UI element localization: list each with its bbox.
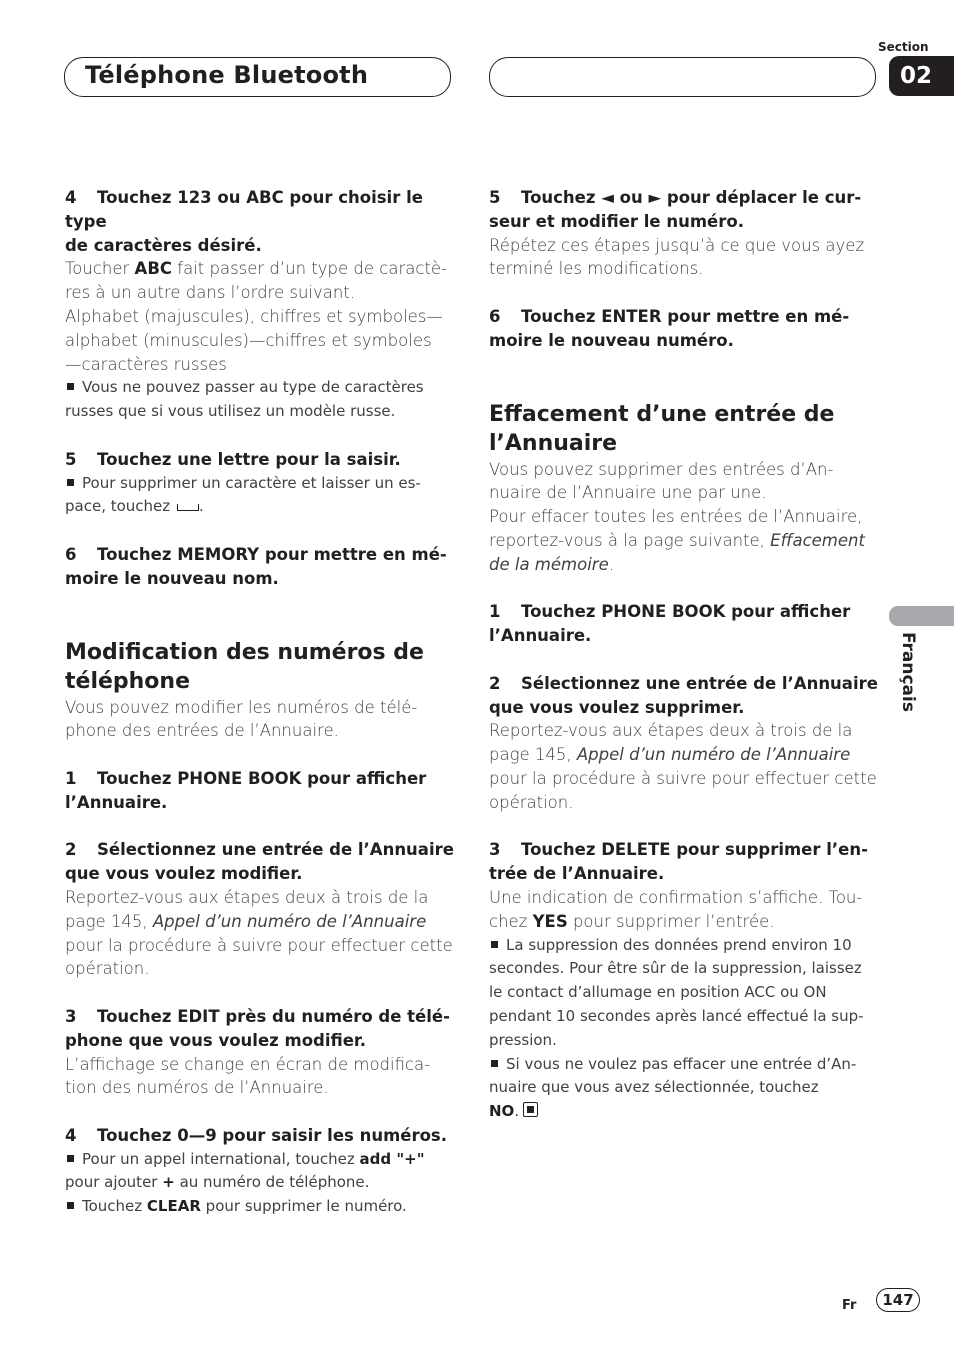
step-heading: 2 Sélectionnez une entrée de l’Annuaire	[489, 673, 878, 693]
body-text: pour la procédure à suivre pour effectuer cette	[489, 768, 877, 788]
step-heading-cont: que vous voulez modifier.	[65, 864, 303, 884]
step-heading: 5 Touchez une lettre pour la saisir.	[65, 449, 401, 469]
step-heading-cont: l’Annuaire.	[65, 792, 168, 812]
section-heading: Effacement d’une entrée de	[489, 401, 835, 427]
body-text: opération.	[489, 792, 574, 812]
note: La suppression des données prend environ 10	[489, 934, 881, 958]
step-heading-cont: l’Annuaire.	[489, 626, 592, 646]
page-number: 147	[876, 1288, 920, 1312]
step-heading-cont: moire le nouveau nom.	[65, 568, 279, 588]
note-cont: pace, touchez .	[65, 497, 204, 516]
body-text: Toucher ABC fait passer d’un type de caractè-	[65, 259, 448, 279]
body-text: res à un autre dans l’ordre suivant.	[65, 283, 356, 303]
note-cont: russes que si vous utilisez un modèle russe.	[65, 402, 396, 421]
header-title-frame	[64, 57, 451, 97]
end-mark-icon	[523, 1102, 538, 1117]
note-cont: pendant 10 secondes après lancé effectué la sup-	[489, 1006, 864, 1025]
step-heading: 1 Touchez PHONE BOOK pour afficher	[489, 602, 851, 622]
step-heading-cont: moire le nouveau numéro.	[489, 330, 734, 350]
section-label: Section	[878, 40, 929, 54]
body-text: pour la procédure à suivre pour effectuer cette	[65, 935, 453, 955]
page-title: Téléphone Bluetooth	[85, 61, 369, 89]
space-key-icon	[177, 504, 199, 511]
note: Touchez CLEAR pour supprimer le numéro.	[65, 1195, 457, 1219]
note-cont: nuaire que vous avez sélectionnée, touchez	[489, 1078, 819, 1097]
section-number-badge: 02	[889, 56, 954, 96]
bullet-square-icon	[491, 941, 498, 948]
footer-language-code: Fr	[842, 1298, 857, 1313]
body-text: page 145, Appel d’un numéro de l’Annuaire	[489, 745, 851, 765]
step-heading: 2 Sélectionnez une entrée de l’Annuaire	[65, 840, 454, 860]
bullet-square-icon	[67, 383, 74, 390]
step-heading-cont: phone que vous voulez modifier.	[65, 1030, 366, 1050]
note-cont: pression.	[489, 1030, 557, 1049]
step-heading-cont: de caractères désiré.	[65, 235, 262, 255]
body-text: tion des numéros de l’Annuaire.	[65, 1078, 329, 1098]
note: Si vous ne voulez pas effacer une entrée d’An-	[489, 1053, 881, 1077]
left-column	[65, 186, 457, 1219]
step-heading: 1 Touchez PHONE BOOK pour afficher	[65, 768, 427, 788]
intro-text: Pour effacer toutes les entrées de l’Annuaire,	[489, 507, 863, 527]
header-empty-frame	[489, 57, 876, 97]
body-text: terminé les modifications.	[489, 259, 704, 279]
body-text: opération.	[65, 959, 150, 979]
intro-text: Vous pouvez supprimer des entrées d’An-	[489, 459, 834, 479]
body-text: Reportez-vous aux étapes deux à trois de la	[489, 721, 853, 741]
bullet-square-icon	[67, 1155, 74, 1162]
step-heading: 3 Touchez DELETE pour supprimer l’en-	[489, 840, 868, 860]
body-text: page 145, Appel d’un numéro de l’Annuaire	[65, 911, 427, 931]
body-text: Une indication de confirmation s’affiche. Tou-	[489, 887, 863, 907]
note-cont: le contact d’allumage en position ACC ou ON	[489, 983, 827, 1002]
section-heading: Modification des numéros de	[65, 639, 424, 665]
language-label: Français	[898, 632, 918, 712]
note-cont: NO.	[489, 1100, 881, 1124]
section-heading-cont: l’Annuaire	[489, 430, 618, 456]
body-text: Reportez-vous aux étapes deux à trois de la	[65, 887, 429, 907]
step-heading-cont: seur et modifier le numéro.	[489, 211, 744, 231]
note: Pour supprimer un caractère et laisser un es-	[65, 472, 457, 496]
intro-text: nuaire de l’Annuaire une par une.	[489, 483, 767, 503]
bullet-square-icon	[491, 1060, 498, 1067]
intro-text: phone des entrées de l’Annuaire.	[65, 721, 339, 741]
step-heading: 4 Touchez 123 ou ABC pour choisir le type	[65, 188, 423, 231]
right-column	[489, 186, 881, 1124]
note: Vous ne pouvez passer au type de caractères	[65, 376, 457, 400]
note-cont: pour ajouter + au numéro de téléphone.	[65, 1173, 370, 1192]
section-heading-cont: téléphone	[65, 668, 191, 694]
intro-text: Vous pouvez modifier les numéros de télé-	[65, 697, 418, 717]
step-heading: 3 Touchez EDIT près du numéro de télé-	[65, 1006, 450, 1026]
body-text: chez YES pour supprimer l’entrée.	[489, 911, 775, 931]
body-text: alphabet (minuscules)—chiffres et symboles	[65, 330, 432, 350]
language-tab	[889, 606, 954, 626]
bullet-square-icon	[67, 1202, 74, 1209]
body-text: L’affichage se change en écran de modifica-	[65, 1054, 431, 1074]
intro-text: de la mémoire.	[489, 554, 614, 574]
step-heading-cont: que vous voulez supprimer.	[489, 697, 745, 717]
step-heading: 5 Touchez ◄ ou ► pour déplacer le cur-	[489, 188, 862, 207]
step-heading: 6 Touchez ENTER pour mettre en mé-	[489, 306, 850, 326]
note: Pour un appel international, touchez add "+"	[65, 1148, 457, 1172]
body-text: Alphabet (majuscules), chiffres et symboles—	[65, 306, 443, 326]
intro-text: reportez-vous à la page suivante, Effacement	[489, 530, 865, 550]
bullet-square-icon	[67, 479, 74, 486]
step-heading: 6 Touchez MEMORY pour mettre en mé-	[65, 544, 447, 564]
body-text: —caractères russes	[65, 354, 227, 374]
body-text: Répétez ces étapes jusqu’à ce que vous ayez	[489, 235, 865, 255]
step-heading: 4 Touchez 0—9 pour saisir les numéros.	[65, 1125, 448, 1145]
step-heading-cont: trée de l’Annuaire.	[489, 864, 665, 884]
note-cont: secondes. Pour être sûr de la suppression, laissez	[489, 959, 862, 978]
